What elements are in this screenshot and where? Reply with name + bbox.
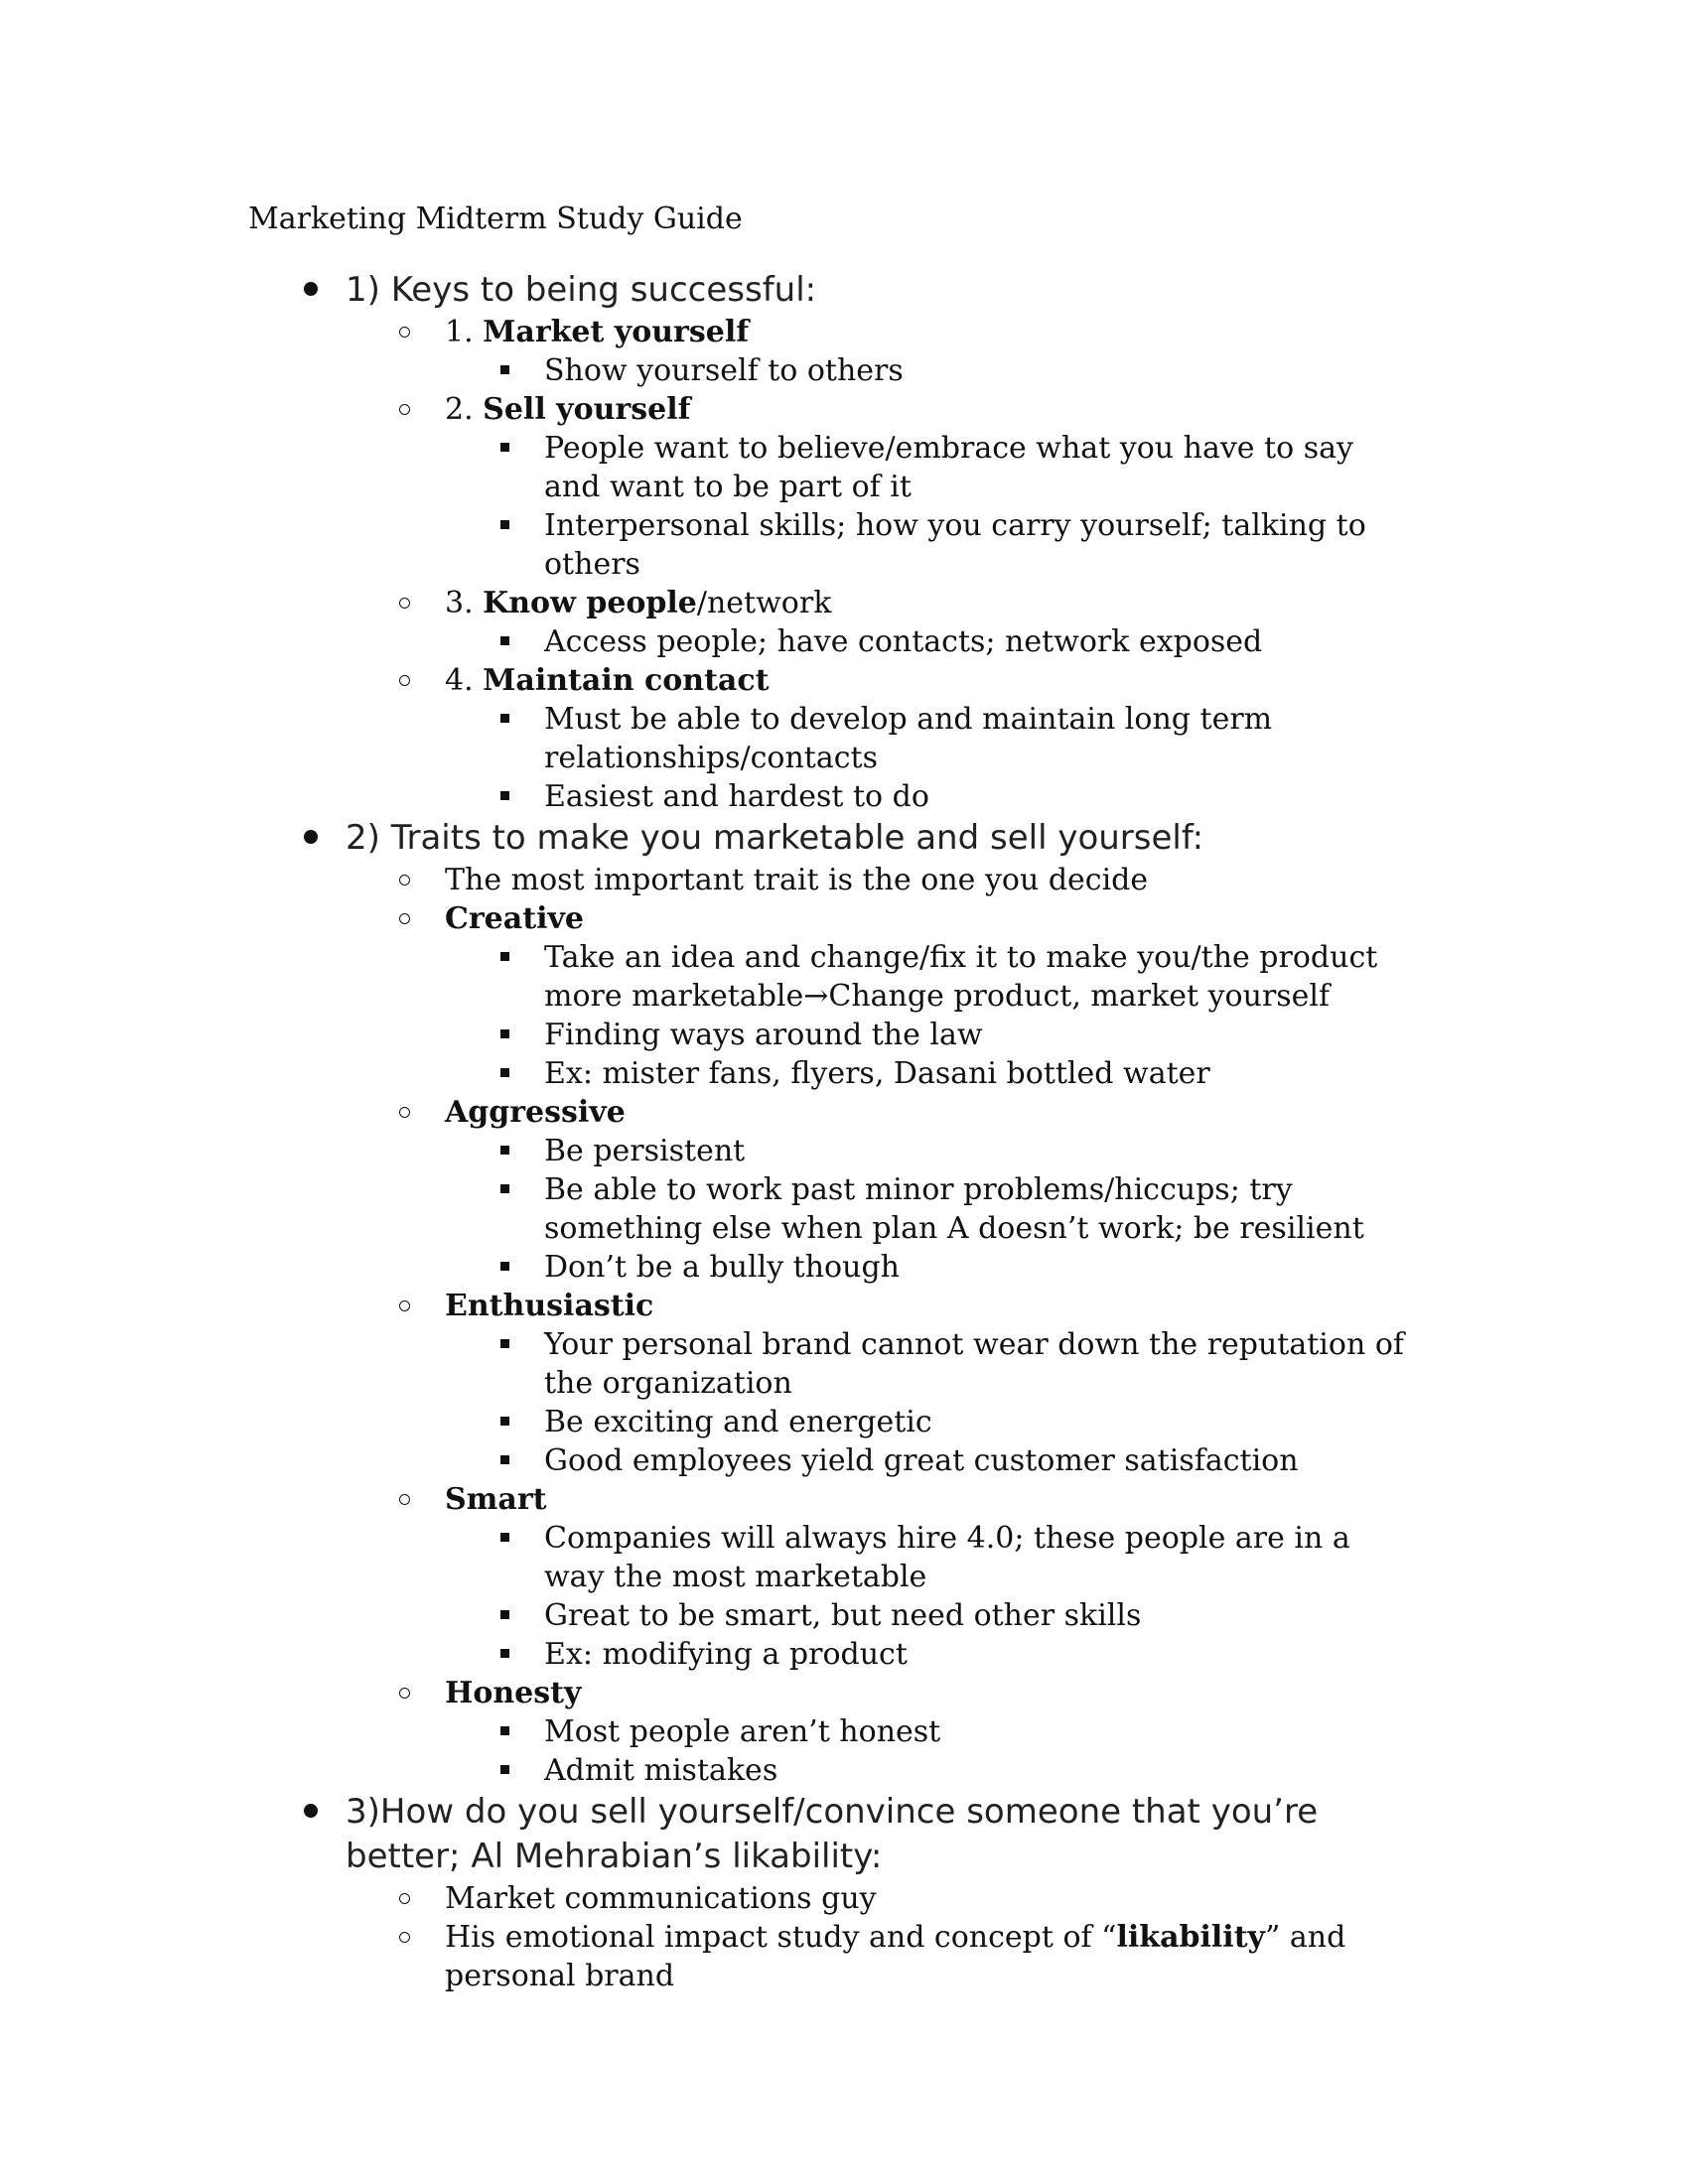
section-heading-text: 1) Keys to being successful: — [346, 270, 817, 310]
subitem-text: Be able to work past minor problems/hiccups; try something else when plan A doesn’t work; be resilient — [544, 1172, 1364, 1246]
bullet-square-icon — [500, 791, 509, 800]
item-keyword: Smart — [445, 1482, 547, 1517]
item-keyword: Enthusiastic — [445, 1289, 654, 1323]
outline-subitem — [544, 1170, 1418, 1248]
outline-item — [445, 1879, 1438, 1918]
outline-subitem — [544, 1596, 1418, 1635]
item-text: /network — [696, 586, 832, 620]
outline-subitem — [544, 777, 1418, 816]
bullet-square-icon — [500, 1417, 509, 1426]
outline-item — [445, 899, 1438, 938]
bullet-square-icon — [500, 520, 509, 529]
subitem-text: Must be able to develop and maintain long term relationships/contacts — [544, 702, 1273, 775]
outline-subitem — [544, 351, 1418, 390]
bullet-circle-icon — [399, 327, 410, 338]
outline-subitem — [544, 700, 1418, 777]
outline-item — [445, 1093, 1438, 1132]
bullet-square-icon — [500, 365, 509, 374]
subitem-text: Be exciting and energetic — [544, 1405, 932, 1439]
section-heading — [346, 816, 1438, 861]
bullet-square-icon — [500, 1649, 509, 1658]
bullet-circle-icon — [399, 598, 410, 609]
outline-item — [445, 1918, 1438, 1995]
item-number: 4. — [445, 663, 484, 698]
item-text: Market communications guy — [445, 1881, 877, 1916]
bullet-square-icon — [500, 1146, 509, 1155]
bullet-square-icon — [500, 1726, 509, 1735]
item-keyword: Maintain contact — [483, 663, 770, 698]
outline-subitem — [544, 429, 1418, 506]
outline-subitem — [544, 622, 1418, 661]
subitem-text: Show yourself to others — [544, 353, 904, 388]
bullet-square-icon — [500, 1262, 509, 1271]
subitem-text: Companies will always hire 4.0; these people are in a way the most marketable — [544, 1521, 1350, 1594]
bullet-dot-icon — [304, 282, 318, 296]
subitem-text: Easiest and hardest to do — [544, 779, 929, 814]
outline-subitem — [544, 1016, 1418, 1054]
subitem-text: Ex: mister fans, flyers, Dasani bottled water — [544, 1056, 1210, 1091]
item-text: ” and personal brand — [445, 1920, 1346, 1993]
item-text: His emotional impact study and concept of “ — [445, 1920, 1117, 1955]
outline-subitem — [544, 1248, 1418, 1287]
bullet-dot-icon — [304, 830, 318, 844]
subitem-text: Good employees yield great customer satisfaction — [544, 1443, 1299, 1478]
bullet-square-icon — [500, 952, 509, 961]
bullet-square-icon — [500, 1533, 509, 1542]
item-number: 3. — [445, 586, 484, 620]
bullet-square-icon — [500, 1184, 509, 1193]
bullet-square-icon — [500, 1339, 509, 1348]
outline-item — [445, 861, 1438, 899]
bullet-dot-icon — [304, 1804, 318, 1818]
bullet-circle-icon — [399, 1300, 410, 1311]
outline-section — [0, 268, 1688, 816]
subitem-text: Great to be smart, but need other skills — [544, 1598, 1142, 1633]
outline-subitem — [544, 1635, 1418, 1674]
document-title: Marketing Midterm Study Guide — [248, 202, 743, 236]
outline-subitem — [544, 938, 1418, 1016]
bullet-circle-icon — [399, 875, 410, 886]
outline-section — [0, 1790, 1688, 1995]
outline-subitem — [544, 1054, 1418, 1093]
bullet-circle-icon — [399, 913, 410, 924]
subitem-text: Ex: modifying a product — [544, 1637, 908, 1672]
bullet-circle-icon — [399, 1107, 410, 1118]
item-keyword: Market yourself — [483, 315, 750, 349]
bullet-circle-icon — [399, 675, 410, 686]
outline-subitem — [544, 1132, 1418, 1170]
subitem-text: Take an idea and change/fix it to make you/the product more marketable→Change product, market yourself — [544, 940, 1378, 1014]
item-keyword: likability — [1116, 1920, 1265, 1955]
bullet-square-icon — [500, 443, 509, 452]
outline-item — [445, 313, 1438, 351]
outline-item — [445, 390, 1438, 429]
bullet-square-icon — [500, 1455, 509, 1464]
bullet-square-icon — [500, 1029, 509, 1038]
item-keyword: Honesty — [445, 1676, 582, 1710]
bullet-circle-icon — [399, 1932, 410, 1943]
bullet-circle-icon — [399, 404, 410, 415]
section-heading — [346, 268, 1438, 313]
section-heading-text: 3)How do you sell yourself/convince someone that you’re better; Al Mehrabian’s likability: — [346, 1792, 1319, 1876]
subitem-text: Don’t be a bully though — [544, 1250, 900, 1285]
outline-subitem — [544, 506, 1418, 584]
outline-item — [445, 1674, 1438, 1712]
bullet-circle-icon — [399, 1893, 410, 1904]
outline-subitem — [544, 1325, 1418, 1403]
item-number: 1. — [445, 315, 484, 349]
item-keyword: Know people — [483, 586, 697, 620]
subitem-text: Most people aren’t honest — [544, 1714, 941, 1749]
subitem-text: Interpersonal skills; how you carry yourself; talking to others — [544, 508, 1366, 582]
outline-item — [445, 584, 1438, 622]
outline-section — [0, 816, 1688, 1790]
outline-subitem — [544, 1403, 1418, 1441]
item-keyword: Aggressive — [445, 1095, 626, 1130]
item-number: 2. — [445, 392, 484, 427]
item-keyword: Sell yourself — [483, 392, 691, 427]
outline-subitem — [544, 1712, 1418, 1751]
bullet-square-icon — [500, 714, 509, 723]
subitem-text: Be persistent — [544, 1134, 746, 1168]
subitem-text: Admit mistakes — [544, 1753, 778, 1788]
section-heading-text: 2) Traits to make you marketable and sell yourself: — [346, 818, 1204, 858]
subitem-text: Access people; have contacts; network exposed — [544, 624, 1263, 659]
bullet-circle-icon — [399, 1688, 410, 1699]
subitem-text: People want to believe/embrace what you have to say and want to be part of it — [544, 431, 1353, 504]
subitem-text: Finding ways around the law — [544, 1018, 983, 1052]
outline-subitem — [544, 1519, 1418, 1596]
outline-item — [445, 1287, 1438, 1325]
bullet-square-icon — [500, 636, 509, 645]
bullet-square-icon — [500, 1765, 509, 1774]
item-keyword: Creative — [445, 901, 584, 936]
study-guide-outline — [0, 268, 1688, 1995]
bullet-circle-icon — [399, 1494, 410, 1505]
subitem-text: Your personal brand cannot wear down the reputation of the organization — [544, 1327, 1404, 1401]
bullet-square-icon — [500, 1610, 509, 1619]
outline-item — [445, 1480, 1438, 1519]
bullet-square-icon — [500, 1068, 509, 1077]
section-heading — [346, 1790, 1438, 1879]
item-text: The most important trait is the one you decide — [445, 863, 1149, 897]
outline-subitem — [544, 1441, 1418, 1480]
outline-item — [445, 661, 1438, 700]
outline-subitem — [544, 1751, 1418, 1790]
